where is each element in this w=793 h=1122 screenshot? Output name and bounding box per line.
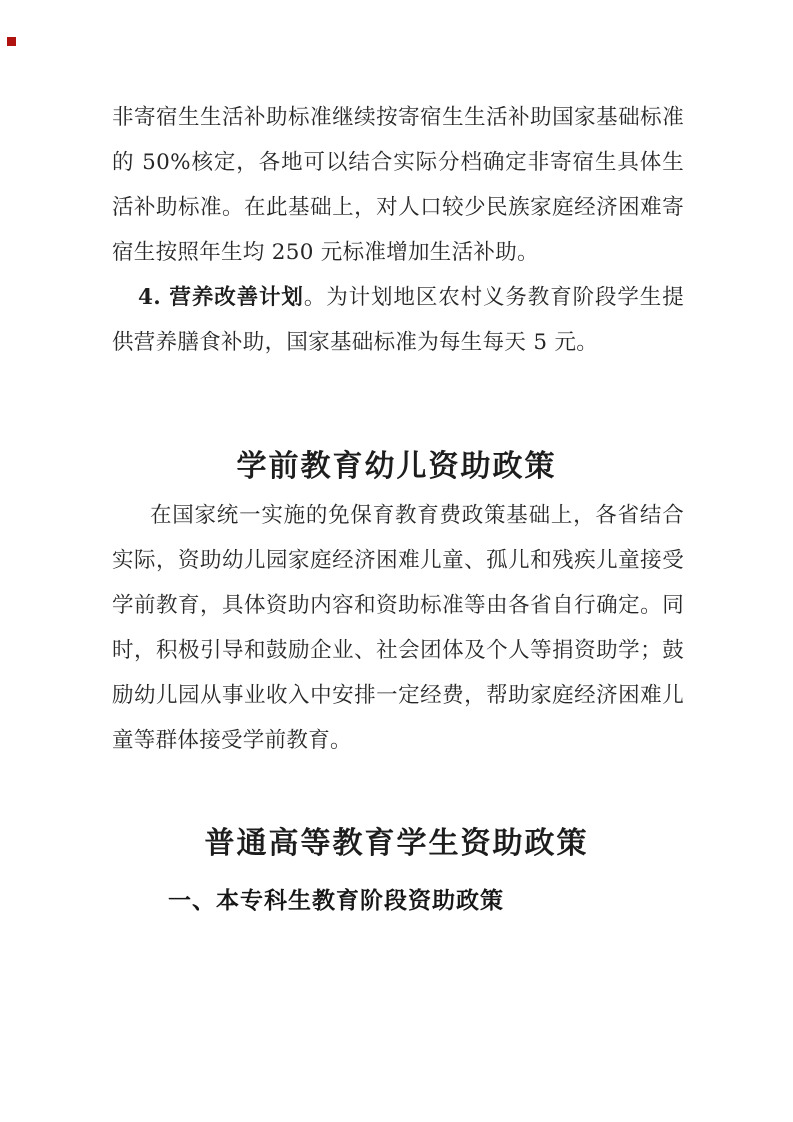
- item4-body-text: 。为计划地区农村义务教育阶段学生提供营养膳食补助，国家基础标准为每生每天 5 元。: [112, 285, 684, 355]
- paragraph-nutrition-plan: [112, 275, 684, 365]
- heading-preschool-policy: 学前教育幼儿资助政策: [236, 449, 557, 484]
- paragraph-nonboarding-subsidy: 非寄宿生生活补助标准继续按寄宿生生活补助国家基础标准的 50%核定，各地可以结合实际分档确定非寄宿生具体生活补助标准。在此基础上，对人口较少民族家庭经济困难寄宿生按照年生均 250 元标准增加生活补助。: [112, 105, 684, 265]
- item4-bold-label: 4. 营养改善计划: [138, 285, 304, 310]
- paragraph-preschool-policy: 在国家统一实施的免保育教育费政策基础上，各省结合实际，资助幼儿园家庭经济困难儿童、孤儿和残疾儿童接受学前教育，具体资助内容和资助标准等由各省自行确定。同时，积极引导和鼓励企业、社会团体及个人等捐资助学；鼓励幼儿园从事业收入中安排一定经费，帮助家庭经济困难儿童等群体接受学前教育。: [112, 503, 684, 753]
- red-corner-mark: [7, 37, 16, 46]
- heading-higher-education-policy: 普通高等教育学生资助政策: [204, 826, 589, 861]
- subheading-undergraduate-stage: 一、本专科生教育阶段资助政策: [168, 888, 504, 914]
